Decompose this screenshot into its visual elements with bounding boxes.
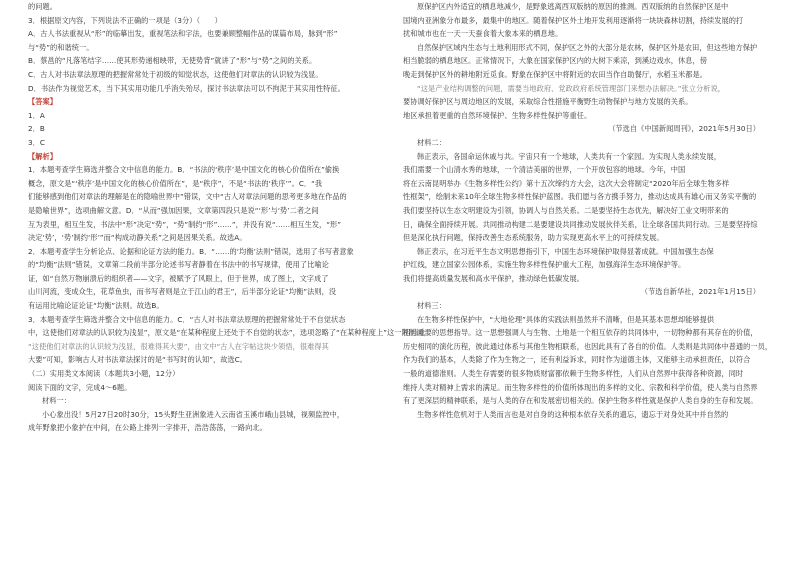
analysis-line: 有运用比喻论证论证“均衡”法则。故选B。 (28, 301, 164, 311)
answer-1: 1．A (28, 110, 45, 120)
material-3-line: 在生物多样性保护中，“大地伦理”具体的实践法则虽然并不清晰，但是其基本思想却能够提供 (417, 314, 715, 324)
option-c: C．古人对书法章法原理的把握常常处于初级的知觉状态，这使他们对章法的认识较为浅显。 (28, 69, 323, 79)
analysis-line: 3．本题考查学生筛选并整合文中信息的能力。C．“古人对书法章法原理的把握常常处于不自觉状态 (28, 314, 346, 324)
analysis-line: 山川河流，变成众生，花草鱼虫，而书写者则是立于江山的君王”，后半部分论证“均衡”法则，没 (28, 287, 337, 297)
quote-line: 要协调好保护区与周边地区的发展，采取综合性措施平衡野生动物保护与地方发展的关系。 (403, 97, 693, 107)
analysis-line: 的“均衡”法则”错误，文章第二段前半部分论述书写者静着在书法中的书写规律，使用了比喻论 (28, 260, 329, 270)
option-b: B．蔡邕的“凡落笔结字……使其形势递相映带，无使势背”就讲了“形”与“势”之间的关系。 (28, 56, 317, 66)
analysis-line: 中，这使他们对章法的认识较为浅显”，原文是“在某种程度上还处于不自觉的状态”，选项忽略了“在某种程度上”这一限制词； (28, 328, 431, 338)
analysis-line: 概念，原文是“‘秩序’是中国文化的核心价值所在”，是“秩序”，不是“书法的‘秩序’”。C．“我 (28, 178, 323, 188)
material-3-line: 作为我们的基本，人类除了作为生物之一，还有利益诉求，同时作为道德主体，又能够主动承担责任，以符合 (403, 355, 751, 365)
material-2-line: 我们要坚持以生态文明建设为引领，协调人与自然关系。二是要坚持生态优先，解决好工业文明带来的 (403, 205, 729, 215)
analysis-line: 是隐喻世界”，选项曲解文意。D．“从而”强加因果，文章第四段只是说“‘形’与‘势’二者之间 (28, 205, 319, 215)
material-2-line: 韩正表示，在习近平生态文明思想指引下，中国生态环境保护取得显著成就。中国加强生态保 (417, 246, 714, 256)
material-2-line: 韩正表示，各国命运休戚与共。宇宙只有一个地球，人类共有一个家园。为实现人类永续发展， (417, 151, 721, 161)
material-3-line: 有了更深层的精神联系，是与人类的存在和发展密切相关的。保护生物多样性就是保护人类自身的生存和发展。 (403, 396, 758, 406)
material-1-line: 小心象出没！5月27日20时30分，15头野生亚洲象进入云南省玉溪市峨山县城，视频监控中， (42, 409, 345, 419)
material-2-line: 我们需要一个山清水秀的地球，一个清洁美丽的世界，一个开放包容的地球。今年，中国 (403, 165, 686, 175)
paragraph-line: 晚走到保护区外的耕地附近觅食。野象在保护区中将附近的农田当作自助餐厅，水稻玉米都是。 (403, 69, 707, 79)
quote-line: “这是产业结构调整的问题，需要当地政府、党政政府系统管理部门来想办法解决。”张立分析说， (417, 83, 725, 93)
analysis-line: 决定‘势’，‘势’制约‘形’”而“构成动静关系”之间是因果关系。故选A。 (28, 233, 247, 243)
source-citation-2: （节选自新华社，2021年1月15日） (640, 287, 760, 297)
text-line: 的问题。 (28, 2, 57, 11)
material-1-label: 材料一： (42, 396, 71, 406)
material-2-line: 护红线，建立国家公园体系，实施生物多样性保护重大工程，加强海洋生态环境保护等。 (403, 260, 686, 270)
analysis-line: 1．本题考查学生筛选并整合文中信息的能力。B．“书法的‘秩序’是中国文化的核心价值所在”偷换 (28, 165, 340, 175)
option-a-cont: 与“势”的和谐统一。 (28, 42, 94, 52)
material-3-line: 生物多样性危机对于人类而言也是对自身的这种根本依存关系的遗忘，遗忘于对身处其中并自然的 (417, 409, 729, 419)
answer-3: 3．C (28, 137, 45, 147)
paragraph-line: 相当脆弱的栖息地区。正常情况下，大象在国家保护区内的大树下乘凉，到溪边戏水，休息，傍 (403, 56, 707, 66)
analysis-line: “这使他们对章法的认识较为浅显，很难得其大要”，由文中“古人在字帖这块少领悟，很难得其 (28, 341, 329, 351)
analysis-line: 证，如“自然万物崩溃后的组织者——文字，被赋予了风眼上，但于世界，成了图上，文字成了 (28, 273, 329, 283)
left-column (28, 0, 431, 435)
material-2-label: 材料二： (417, 137, 446, 147)
material-3-label: 材料三： (417, 301, 446, 311)
paragraph-line: 国境内亚洲象分布最多，最集中的地区。随着保护区外土地开发利用逐渐将一块块森林切割，持续发展的打 (403, 15, 744, 25)
answer-2: 2．B (28, 124, 45, 134)
source-citation-1: （节选自《中国新闻周刊》，2021年5月30日） (608, 124, 760, 134)
material-3-line: 历史相同的演化历程，彼此通过体系与其他生物相联系，也因此具有了各自的价值。人类则是共同体中普通的一员， (403, 341, 773, 351)
analysis-line: 互为表里，相互生发，书法中“形”决定“势”，“势”制约“形”……”，并没有说“……相互生发，“形” (28, 219, 342, 229)
material-2-line: 将在云南昆明举办《生物多样性公约》第十五次缔约方大会，这次大会将制定“2020年后全球生物多样 (403, 178, 730, 188)
right-column (403, 0, 773, 421)
material-2-line: 我们将提高质量发展和高水平保护，推动绿色低碳发展。 (403, 273, 584, 283)
quote-line: 地区承担着更重的自然环境保护、生物多样性保护等重任。 (403, 110, 592, 120)
material-1-line: 成年野象把小象护在中间，在公路上排列一字排开，浩浩荡荡，一路向北。 (28, 423, 267, 433)
option-d: D．书法作为视觉艺术，当下其实用功能几乎消失殆尽，探讨书法章法可以不拘泥于其实用性特征。 (28, 83, 345, 93)
analysis-line: 们能够感到他们对章法的理解是在的隐喻世界中”错误，文中“古人对章法问题的思考更多地在作品的 (28, 192, 347, 202)
paragraph-line: 自然保护区域内生态与土地利用形式不同，保护区之外的大部分是农林，保护区外是农田，但这些地方保护 (417, 42, 758, 52)
material-2-line: 性框架”，绘制未来10年全球生物多样性保护蓝图。我们愿与各方携手努力，推动达成具有雄心而又务实平衡的 (403, 192, 757, 202)
material-2-line: 但是深化执行问题，保持改善生态系统服务，助力实现更高水平上的可持续发展。 (403, 233, 664, 243)
analysis-line: 2．本题考查学生分析论点、论据和论证方法的能力。B．“……的‘均衡’法则”错误，选用了书写者意象 (28, 246, 354, 256)
material-2-line: 日，确保全面持续开展。共同推动构建二是要建设共同推动发展伙伴关系，让全球各国共同行动。三是要坚持综 (403, 219, 758, 229)
analysis-tag: 【解析】 (28, 151, 57, 161)
analysis-line: 大要”可知，影响古人对书法章法探讨的是“书写时的认知”，故选C。 (28, 355, 248, 365)
instruction: 阅读下面的文字，完成4～6题。 (28, 382, 132, 392)
material-3-line: 维持人类对精神上需求的满足。而生物多样性的价值所体现出的多样的文化、宗教和科学价值，使人类与自然界 (403, 382, 758, 392)
material-3-line: 相当重要的思想指导。这一思想强调人与生物、土地是一个相互依存的共同体中，一切物种都有其存在的价值， (403, 328, 758, 338)
paragraph-line: 扰和城市也在一天一天蚕食着大象本来的栖息地。 (403, 29, 563, 39)
material-3-line: 一般的道德准则。人类生存需要的很多物质财富都依赖于生物多样性，人们从自然界中获得各种资源，同时 (403, 369, 744, 379)
section-title: （二）实用类文本阅读（本题共3小题，12分） (28, 369, 180, 379)
paragraph-line: 原保护区内外适宜的栖息地减少，是野象逃离西双版纳的原因的推测。西双版纳的自然保护区是中 (417, 2, 729, 11)
option-a: A．古人书法重视从“形”的临摹出发，重视笔法和字法，也要兼顾整幅作品的谋篇布局，脉到“形” (28, 29, 338, 39)
answer-tag: 【答案】 (28, 97, 57, 107)
question-3-stem: 3．根据原文内容，下列说法不正确的一项是（3分）（ ） (28, 15, 222, 25)
